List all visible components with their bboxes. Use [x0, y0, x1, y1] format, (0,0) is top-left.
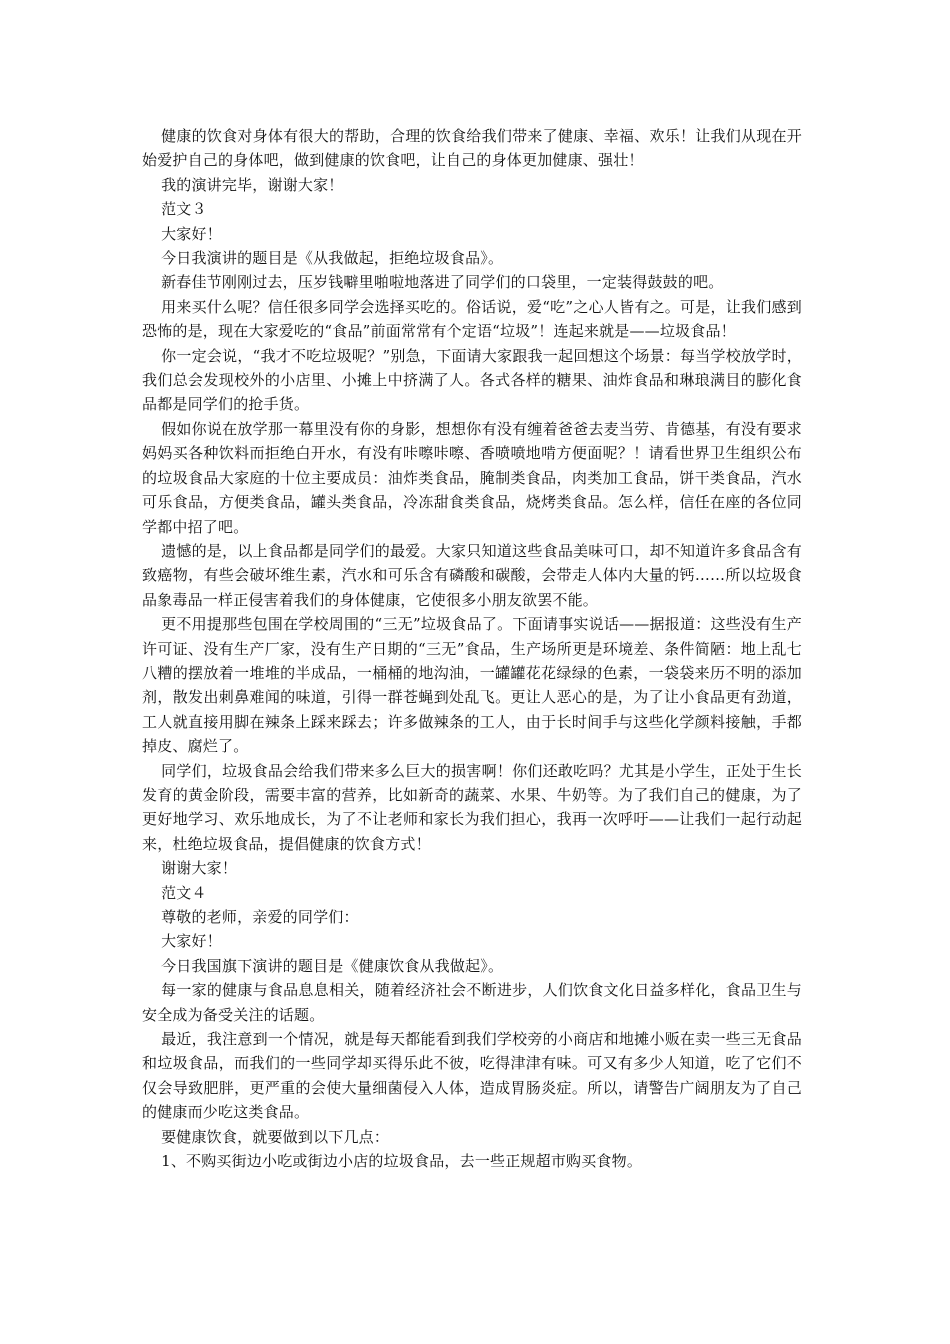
paragraph: 谢谢大家！ — [161, 859, 238, 878]
paragraph: 假如你说在放学那一幕里没有你的身影，想想你有没有缠着爸爸去麦当劳、肯德基，有没有要求妈妈买各种饮料而拒绝白开水，有没有咔嚓咔嚓、香喷喷地啃方便面呢？！请看世界卫生组织公布的垃圾食品大家庭的十位主要成员：油炸类食品，腌制类食品，肉类加工食品，饼干类食品，汽水可乐食品，方便类食品，罐头类食品，冷冻甜食类食品，烧烤类食品。怎么样，信任在座的各位同学都中招了吧。 — [142, 419, 802, 536]
paragraph: 大家好！ — [161, 224, 222, 243]
paragraph: 大家好！ — [161, 932, 222, 951]
paragraph: 健康的饮食对身体有很大的帮助，合理的饮食给我们带来了健康、幸福、欢乐！让我们从现在开始爱护自己的身体吧，做到健康的饮食吧，让自己的身体更加健康、强壮！ — [142, 127, 802, 170]
list-item: 1、不购买街边小吃或街边小店的垃圾食品，去一些正规超市购买食物。 — [161, 1152, 643, 1171]
paragraph: 尊敬的老师，亲爱的同学们： — [161, 908, 359, 926]
paragraph: 遗憾的是，以上食品都是同学们的最爱。大家只知道这些食品美味可口，却不知道许多食品含有致癌物，有些会破坏维生素，汽水和可乐含有磷酸和碳酸，会带走人体内大量的钙……所以垃圾食品象毒品一样正侵害着我们的身体健康，它使很多小朋友欲罢不能。 — [142, 541, 802, 609]
paragraph: 每一家的健康与食品息息相关，随着经济社会不断进步，人们饮食文化日益多样化，食品卫生与安全成为备受关注的话题。 — [142, 981, 802, 1024]
section-heading: 范文３ — [161, 200, 207, 219]
paragraph: 你一定会说，“我才不吃垃圾呢？”别急，下面请大家跟我一起回想这个场景：每当学校放学时，我们总会发现校外的小店里、小摊上中挤满了人。各式各样的糖果、油炸食品和琳琅满目的膨化食品都是同学们的抢手货。 — [142, 346, 802, 414]
paragraph: 更不用提那些包围在学校周围的“三无”垃圾食品了。下面请事实说话——据报道：这些没有生产许可证、没有生产厂家，没有生产日期的“三无”食品，生产场所更是环境差、条件简陋：地上乱七八糟的摆放着一堆堆的半成品，一桶桶的地沟油，一罐罐花花绿绿的色素，一袋袋来历不明的添加剂，散发出刺鼻难闻的味道，引得一群苍蝇到处乱飞。更让人恶心的是，为了让小食品更有劲道，工人就直接用脚在辣条上踩来踩去；许多做辣条的工人，由于长时间手与这些化学颜料接触，手都掉皮、腐烂了。 — [142, 615, 802, 756]
paragraph: 要健康饮食，就要做到以下几点： — [161, 1127, 390, 1146]
document-body — [142, 124, 802, 1173]
paragraph: 最近，我注意到一个情况，就是每天都能看到我们学校旁的小商店和地摊小贩在卖一些三无食品和垃圾食品，而我们的一些同学却买得乐此不彼，吃得津津有味。可又有多少人知道，吃了它们不仅会导致肥胖，更严重的会使大量细菌侵入人体，造成胃肠炎症。所以，请警告广阔朋友为了自己的健康而少吃这类食品。 — [142, 1030, 802, 1122]
paragraph: 同学们，垃圾食品会给我们带来多么巨大的损害啊！你们还敢吃吗？尤其是小学生，正处于生长发育的黄金阶段，需要丰富的营养，比如新奇的蔬菜、水果、牛奶等。为了我们自己的健康，为了更好地学习、欢乐地成长，为了不让老师和家长为我们担心，我再一次呼吁——让我们一起行动起来，杜绝垃圾食品，提倡健康的饮食方式！ — [142, 761, 802, 853]
paragraph: 我的演讲完毕，谢谢大家！ — [161, 175, 344, 194]
paragraph: 今日我演讲的题目是《从我做起，拒绝垃圾食品》。 — [161, 249, 504, 268]
paragraph: 用来买什么呢？信任很多同学会选择买吃的。俗话说，爱“吃”之心人皆有之。可是，让我们感到恐怖的是，现在大家爱吃的“食品”前面常常有个定语“垃圾”！连起来就是——垃圾食品！ — [142, 297, 802, 341]
paragraph: 新春佳节刚刚过去，压岁钱噼里啪啦地落进了同学们的口袋里，一定装得鼓鼓的吧。 — [161, 273, 724, 292]
paragraph: 今日我国旗下演讲的题目是《健康饮食从我做起》。 — [161, 956, 504, 975]
section-heading: 范文４ — [161, 883, 207, 902]
